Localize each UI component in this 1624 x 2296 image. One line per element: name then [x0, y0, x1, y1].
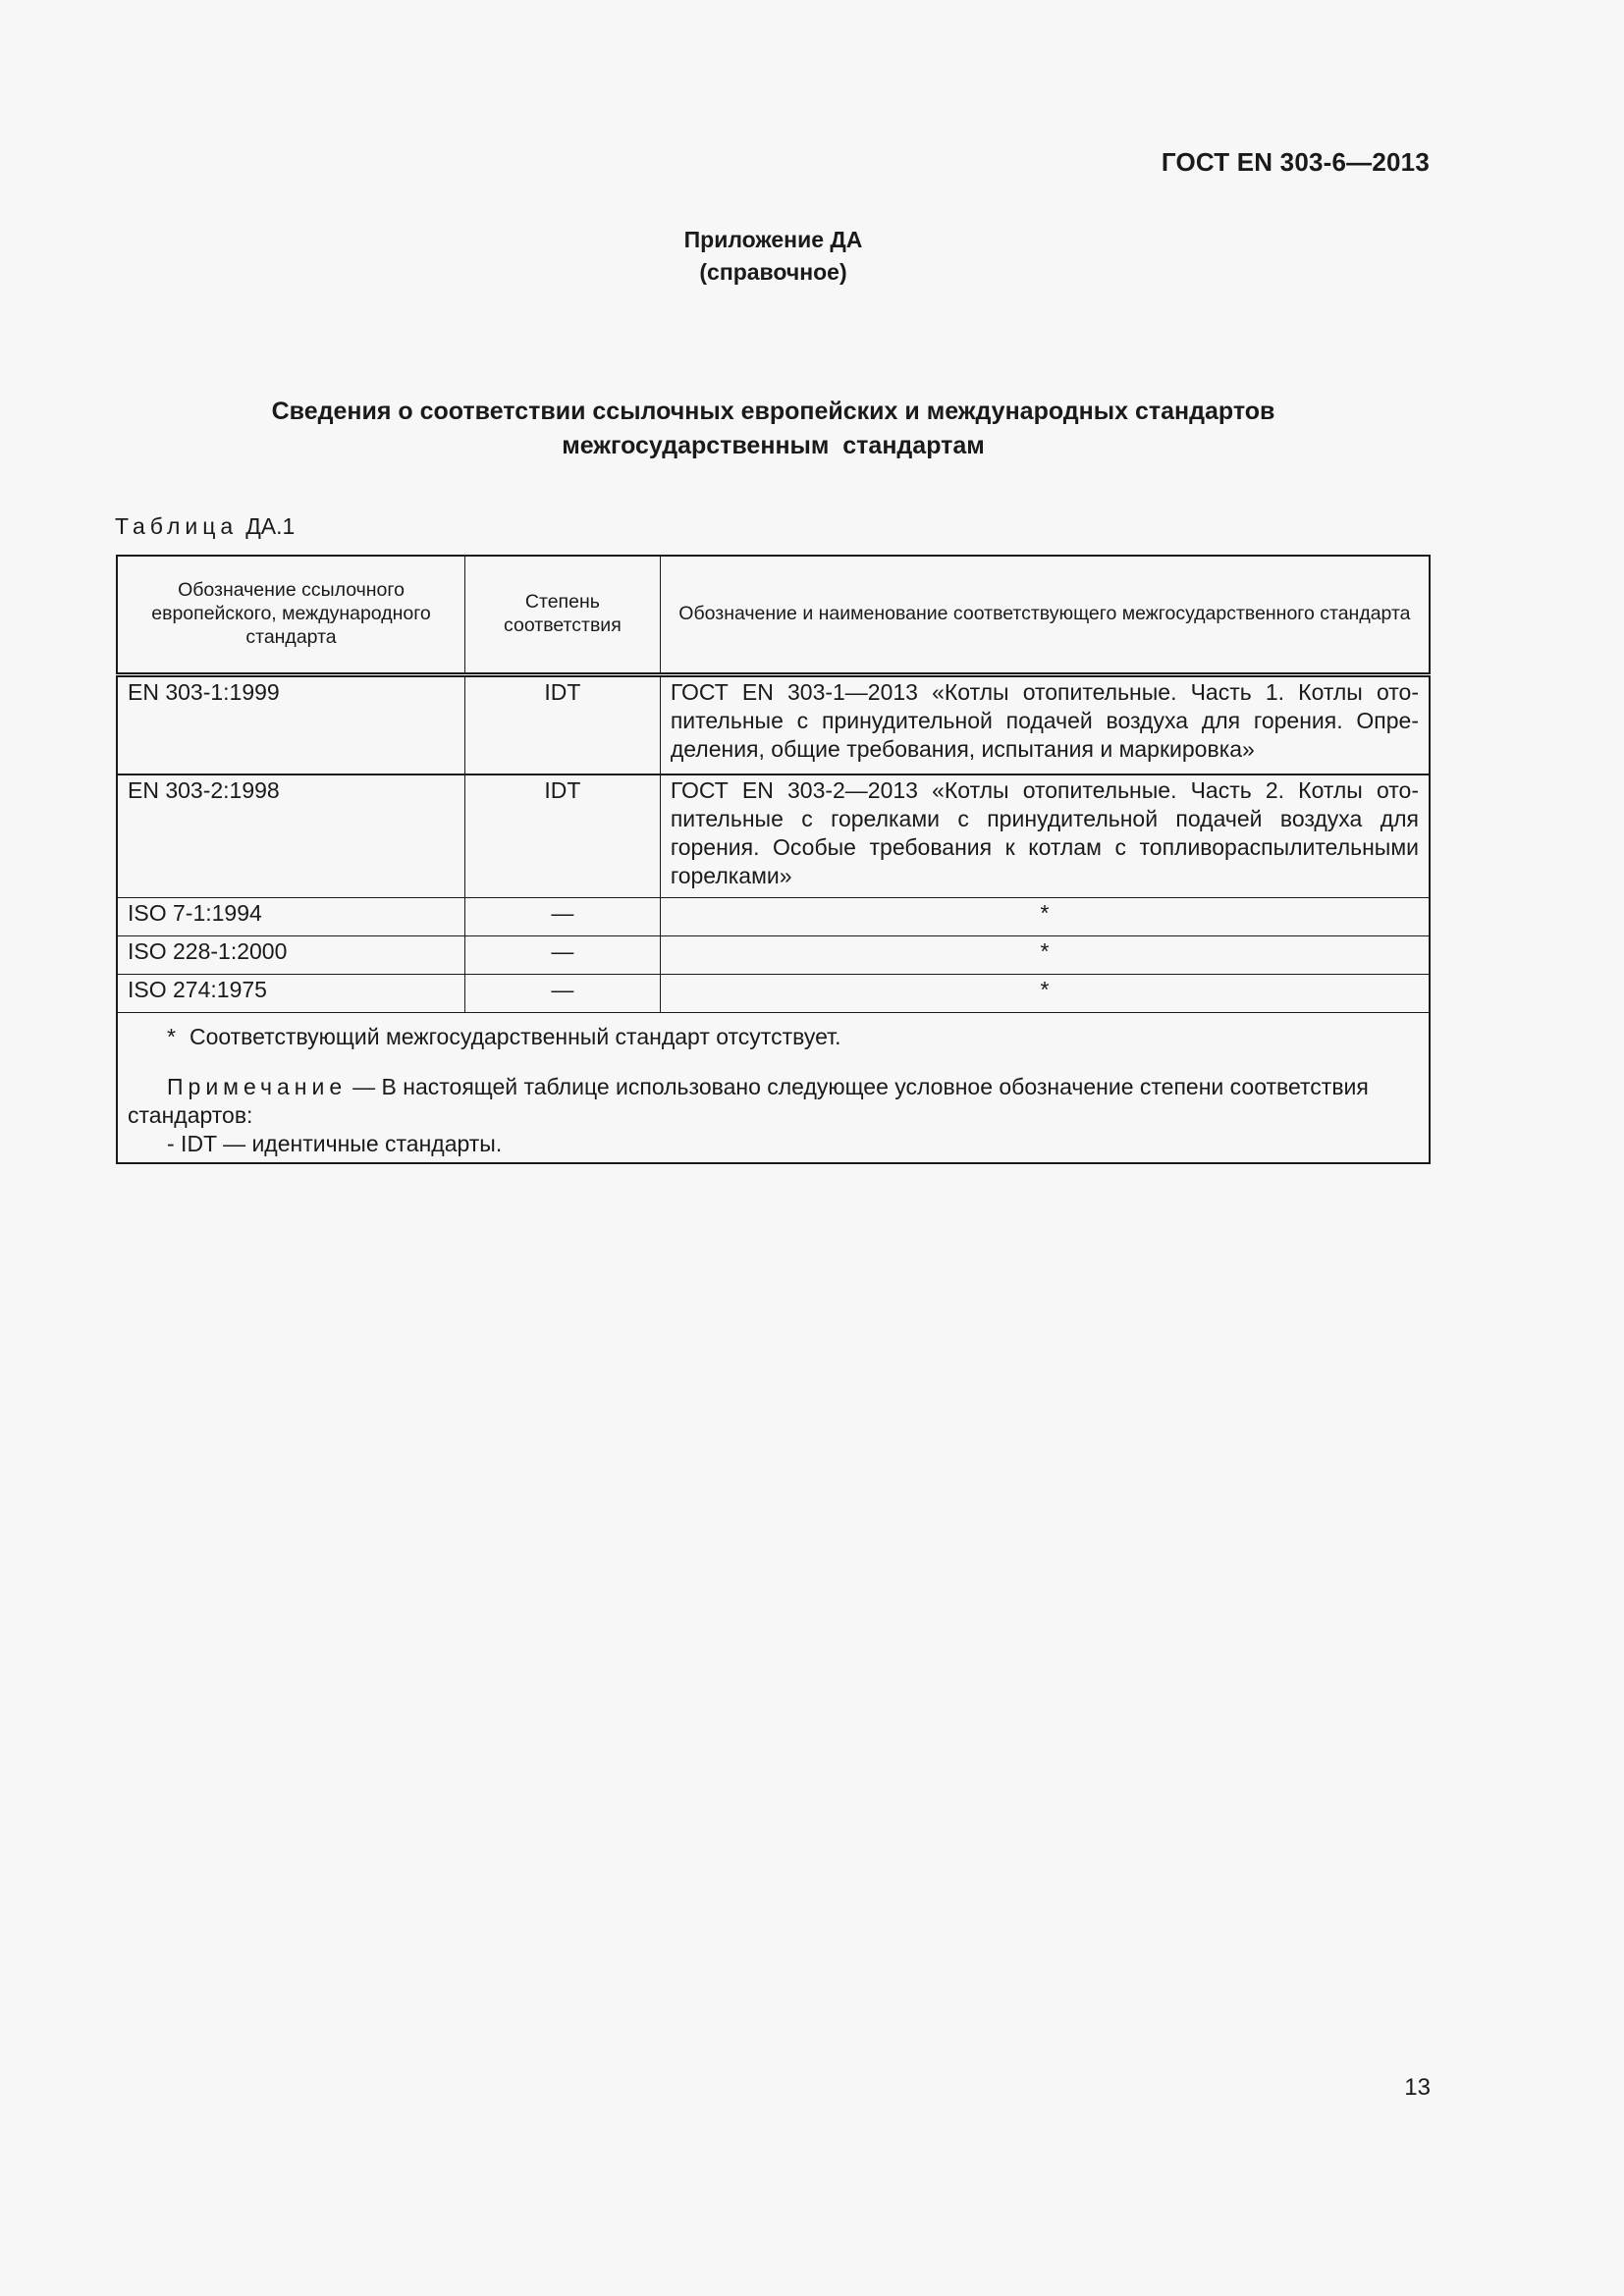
section-title: [0, 395, 1546, 463]
document-code: ГОСТ EN 303-6—2013: [1161, 147, 1430, 177]
table-row: [117, 936, 1430, 975]
table-row: [117, 774, 1430, 898]
column-header-degree: Степень соответствия: [465, 556, 661, 675]
cell-degree: —: [465, 898, 661, 936]
cell-reference-standard: ISO 7-1:1994: [117, 898, 465, 936]
table-caption-number: ДА.1: [245, 513, 296, 539]
note-label: Примечание: [167, 1074, 348, 1099]
cell-degree: —: [465, 936, 661, 975]
cell-reference-standard: ISO 274:1975: [117, 975, 465, 1013]
cell-reference-standard: EN 303-1:1999: [117, 675, 465, 775]
table-notes-cell: [117, 1013, 1430, 1164]
section-title-line-2: межгосударственным стандартам: [562, 432, 985, 459]
table-row: [117, 675, 1430, 775]
appendix-title: Приложение ДА: [683, 227, 863, 252]
cell-reference-standard: EN 303-2:1998: [117, 774, 465, 898]
footnote-text: Соответствующий межгосударственный стандарт отсутствует.: [189, 1024, 841, 1049]
note-list-item: - IDT — идентичные стандарты.: [167, 1131, 503, 1156]
cell-national-standard: ГОСТ EN 303-2—2013 «Котлы отопительные. Часть 2. Котлы отопительные с горелками с принудительной подачей воздуха для горения. Особые требования к котлам с топливораспылительными горелками»: [660, 774, 1430, 898]
table-note: [128, 1073, 1419, 1130]
table-footnote: [128, 1023, 1419, 1051]
column-header-national-standard: Обозначение и наименование соответствующего межгосударственного стандарта: [660, 556, 1430, 675]
cell-national-standard: ГОСТ EN 303-1—2013 «Котлы отопительные. Часть 1. Котлы отопительные с принудительной подачей воздуха для горения. Определения, общие требования, испытания и маркировка»: [660, 675, 1430, 775]
standards-correspondence-table: [116, 555, 1431, 1164]
column-header-reference-standard: Обозначение ссылочного европейского, международного стандарта: [117, 556, 465, 675]
page-number: 13: [1404, 2074, 1431, 2101]
cell-national-standard: *: [660, 936, 1430, 975]
table-row: [117, 975, 1430, 1013]
table-header-row: [117, 556, 1430, 675]
appendix-heading: [0, 224, 1546, 289]
cell-national-standard: *: [660, 975, 1430, 1013]
section-title-line-1: Сведения о соответствии ссылочных европейских и международных стандартов: [271, 398, 1275, 425]
cell-degree: —: [465, 975, 661, 1013]
appendix-subtitle: (справочное): [699, 259, 847, 285]
note-text: — В настоящей таблице использовано следующее условное обозначение степени соответствия стандартов:: [128, 1074, 1369, 1128]
cell-reference-standard: ISO 228-1:2000: [117, 936, 465, 975]
table-caption: [115, 513, 295, 540]
cell-national-standard: *: [660, 898, 1430, 936]
footnote-mark: *: [167, 1024, 176, 1049]
table-notes-row: [117, 1013, 1430, 1164]
table-caption-word: Таблица: [115, 513, 239, 539]
table-row: [117, 898, 1430, 936]
cell-degree: IDT: [465, 675, 661, 775]
cell-degree: IDT: [465, 774, 661, 898]
